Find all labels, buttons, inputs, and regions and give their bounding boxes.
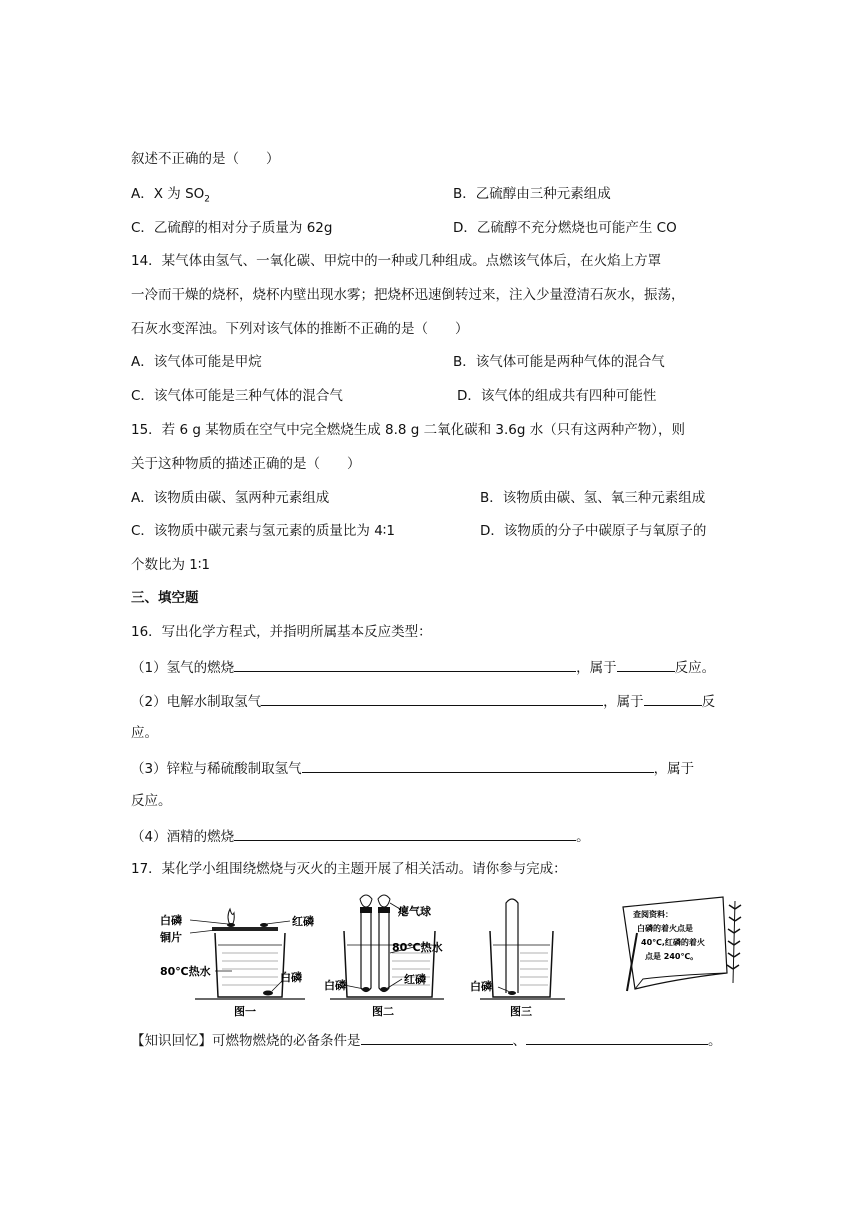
answer-blank[interactable] [617,657,675,672]
plant-icon [733,901,735,983]
q16-part2-continued: 应。 [131,725,158,741]
test-tube [379,913,389,992]
figure-1 [160,893,314,1022]
q17-stem: 17．某化学小组围绕燃烧与灭火的主题开展了相关活动。请你参与完成： [131,861,567,877]
label-white-phosphorus: 白磷 [470,980,492,993]
q13-stem-tail: 叙述不正确的是（ ） [131,151,280,167]
label-white-phosphorus: 白磷 [160,914,182,927]
reference-note [615,893,755,1007]
q15-option-d-continued: 个数比为 1∶1 [131,557,210,573]
q14-option-a: A．该气体可能是甲烷 [131,354,262,370]
q14-option-d: D．该气体的组成共有四种可能性 [457,388,657,404]
label-balloon: 瘪气球 [398,905,431,918]
note-line3: 40℃,红磷的着火 [641,938,705,947]
q14-stem-line1: 14．某气体由氢气、一氧化碳、甲烷中的一种或几种组成。点燃该气体后，在火焰上方罩 [131,253,662,269]
figure-3-caption: 图三 [510,1005,532,1018]
white-phosphorus-dot [227,923,235,927]
figure-2-caption: 图二 [372,1005,394,1018]
label-hot-water: 80℃热水 [160,965,211,978]
label-copper: 铜片 [160,931,182,944]
q14-option-c: C．该气体可能是三种气体的混合气 [131,388,343,404]
q14-stem-line3: 石灰水变浑浊。下列对该气体的推断不正确的是（ ） [131,321,469,337]
flame-icon [228,909,234,925]
q13-option-b: B．乙硫醇由三种元素组成 [453,186,611,202]
label-red-phosphorus: 红磷 [292,915,314,928]
q16-part3: （3）锌粒与稀硫酸制取氢气 ，属于 [131,758,694,778]
note-line2: 白磷的着火点是 [637,924,693,933]
q16-stem: 16．写出化学方程式，并指明所属基本反应类型： [131,624,432,640]
q14-option-b: B．该气体可能是两种气体的混合气 [453,354,665,370]
balloon-icon [378,895,390,907]
label-white-phosphorus-bottom: 白磷 [280,971,302,984]
figure-1-caption: 图一 [234,1005,256,1018]
note-line4: 点是 240℃。 [645,952,699,961]
label-red-phosphorus: 红磷 [404,973,426,986]
figure-3 [470,893,580,1022]
inverted-test-tube [506,899,518,993]
q16-part2: （2）电解水制取氢气 ，属于 反 [131,691,715,711]
answer-blank[interactable] [361,1030,513,1045]
copper-plate [212,927,278,931]
label-white-phosphorus: 白磷 [324,979,346,992]
label-hot-water: 80℃热水 [392,941,443,954]
q16-part3-continued: 反应。 [131,793,172,809]
q15-stem-line1: 15．若 6 g 某物质在空气中完全燃烧生成 8.8 g 二氧化碳和 3.6g 水（只有这两种产物），则 [131,422,685,438]
beaker [490,931,553,997]
q13-option-d: D．乙硫醇不充分燃烧也可能产生 CO [453,220,677,236]
q15-option-d: D．该物质的分子中碳原子与氧原子的 [480,523,707,539]
answer-blank[interactable] [644,691,702,706]
q13-option-c: C．乙硫醇的相对分子质量为 62g [131,220,333,236]
answer-blank[interactable] [302,758,654,773]
q15-stem-line2: 关于这种物质的描述正确的是（ ） [131,456,361,472]
beaker [215,933,285,997]
q16-part1: （1）氢气的燃烧 ，属于 反应。 [131,657,715,677]
figure-2 [322,893,472,1022]
test-tube [361,913,371,992]
answer-blank[interactable] [261,691,603,706]
q13-option-a: A．X 为 $SO_2$ [131,186,210,205]
q15-option-a: A．该物质由碳、氢两种元素组成 [131,490,330,506]
q15-option-b: B．该物质由碳、氢、氧三种元素组成 [480,490,706,506]
q14-stem-line2: 一冷而干燥的烧杯，烧杯内壁出现水雾；把烧杯迅速倒转过来，注入少量澄清石灰水，振荡， [131,287,685,303]
q16-part4: （4）酒精的燃烧 。 [131,826,590,846]
answer-blank[interactable] [234,657,576,672]
section-heading: 三、填空题 [131,590,199,606]
note-line1: 查阅资料： [633,910,673,919]
answer-blank[interactable] [234,826,576,841]
answer-blank[interactable] [526,1030,708,1045]
q17-recall: 【知识回忆】可燃物燃烧的必备条件是 、 。 [131,1030,722,1050]
balloon-icon [360,895,372,907]
q15-option-c: C．该物质中碳元素与氢元素的质量比为 4∶1 [131,523,395,539]
